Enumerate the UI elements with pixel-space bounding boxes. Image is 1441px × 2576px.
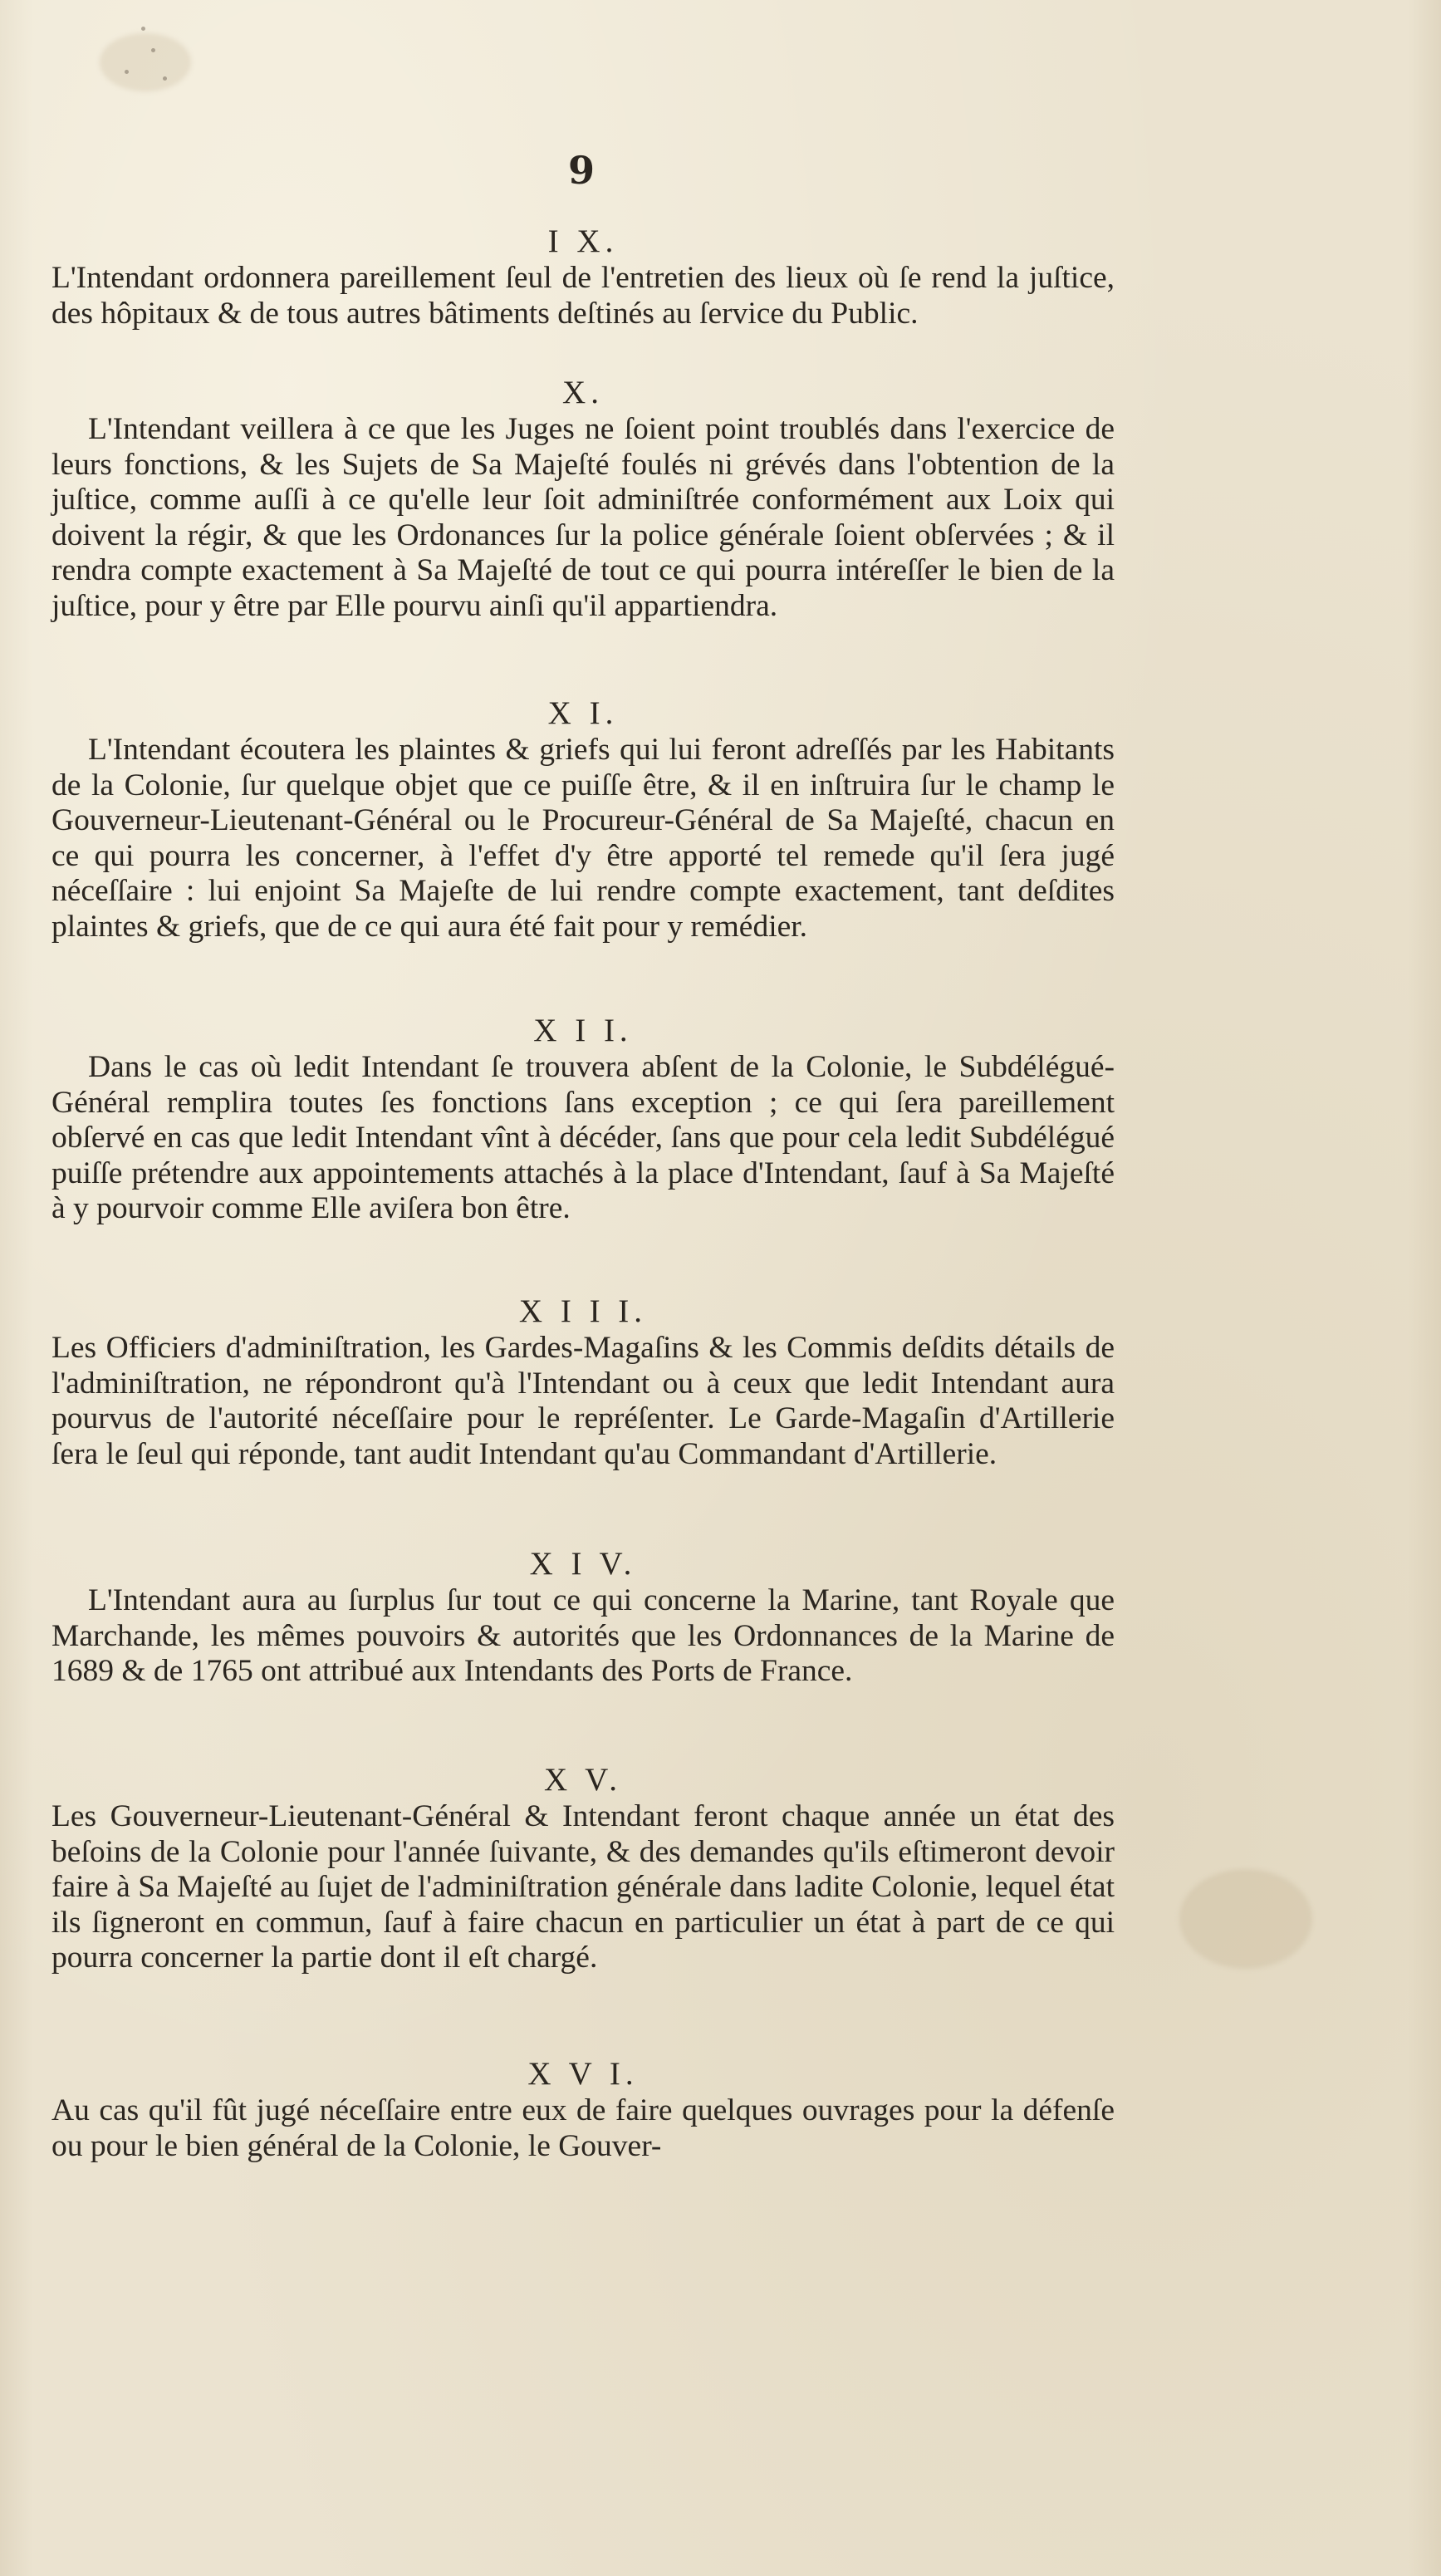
section-heading: X V I. xyxy=(527,2056,639,2092)
ink-speck xyxy=(141,27,145,31)
section-paragraph: L'Intendant veillera à ce que les Juges ne ſoient point troublés dans l'exercice de leurs fonctions, & les Sujets de Sa Majeſté foulés ni grévés dans l'obtention de la juſtice, comme auſſi à ce qu'elle leur ſoit adminiſtrée conformément aux Loix qui doivent la régir, & que les Ordonances ſur la police générale ſoient obſervées ; & il rendra compte exactement à Sa Majeſté de tout ce qui pourra intéreſſer le bien de la juſtice, pour y être par Elle pourvu ainſi qu'il appartiendra. xyxy=(51,412,1115,623)
ink-speck xyxy=(125,70,129,74)
section-paragraph: Au cas qu'il fût jugé néceſſaire entre eux de faire quelques ouvrages pour la défenſe ou pour le bien général de la Colonie, le Gouver- xyxy=(51,2093,1115,2163)
section-xvi xyxy=(51,2055,1115,2164)
section-heading: X V. xyxy=(543,1762,623,1798)
section-heading: X I V. xyxy=(529,1546,637,1582)
section-heading: X I I. xyxy=(533,1013,633,1048)
section-paragraph: L'Intendant ordonnera pareillement ſeul de l'entretien des lieux où ſe rend la juſtice, des hôpitaux & de tous autres bâtiments deſtinés au ſervice du Public. xyxy=(51,261,1115,331)
section-xiii xyxy=(51,1293,1115,1472)
section-heading: X. xyxy=(562,375,604,410)
section-xv xyxy=(51,1761,1115,1976)
section-paragraph: L'Intendant aura au ſurplus ſur tout ce qui concerne la Marine, tant Royale que Marchande, les mêmes pouvoirs & autorités que les Ordonnances de la Marine de 1689 & de 1765 ont attribué aux Intendants des Ports de France. xyxy=(51,1583,1115,1689)
section-xi xyxy=(51,694,1115,945)
section-heading: X I I I. xyxy=(518,1293,648,1329)
ink-speck xyxy=(151,48,155,52)
paper-stain xyxy=(1179,1869,1312,1969)
ink-speck xyxy=(163,76,167,81)
paper-stain xyxy=(100,33,191,91)
section-paragraph: Les Gouverneur-Lieutenant-Général & Intendant feront chaque année un état des beſoins de la Colonie pour l'année ſuivante, & des demandes qu'ils eſtimeront devoir faire à Sa Majeſté au ſujet de l'adminiſtration générale dans ladite Colonie, lequel état ils ſigneront en commun, ſauf à faire chacun en particulier un état à part de ce qui pourra concerner la partie dont il eſt chargé. xyxy=(51,1799,1115,1975)
section-heading: X I. xyxy=(547,695,619,731)
section-paragraph: Les Officiers d'adminiſtration, les Gardes-Magaſins & les Commis deſdits détails de l'adminiſtration, ne répondront qu'à l'Intendant ou à ceux que ledit Intendant aura pourvus de l'autorité néceſſaire pour le repréſenter. Le Garde-Magaſin d'Artillerie ſera le ſeul qui réponde, tant audit Intendant qu'au Commandant d'Artillerie. xyxy=(51,1331,1115,1471)
section-ix xyxy=(51,223,1115,331)
page-number: 9 xyxy=(567,148,595,193)
section-x xyxy=(51,374,1115,625)
section-paragraph: L'Intendant écoutera les plaintes & griefs qui lui feront adreſſés par les Habitants de la Colonie, ſur quelque objet que ce puiſſe être, & il en inſtruira ſur le champ le Gouverneur-Lieutenant-Général ou le Procureur-Général de Sa Majeſté, chacun en ce qui pourra les concerner, à l'effet d'y être apporté tel remede qu'il ſera jugé néceſſaire : lui enjoint Sa Majeſte de lui rendre compte exactement, tant deſdites plaintes & griefs, que de ce qui aura été fait pour y remédier. xyxy=(51,733,1115,944)
section-xii xyxy=(51,1012,1115,1227)
section-paragraph: Dans le cas où ledit Intendant ſe trouvera abſent de la Colonie, le Subdélégué-Général remplira toutes ſes fonctions ſans exception ; ce qui ſera pareillement obſervé en cas que ledit Intendant vînt à décéder, ſans que pour cela ledit Subdélégué puiſſe prétendre aux appointements attachés à la place d'Intendant, ſauf à Sa Majeſté à y pourvoir comme Elle aviſera bon être. xyxy=(51,1050,1115,1226)
section-xiv xyxy=(51,1545,1115,1690)
section-heading: I X. xyxy=(547,223,619,259)
